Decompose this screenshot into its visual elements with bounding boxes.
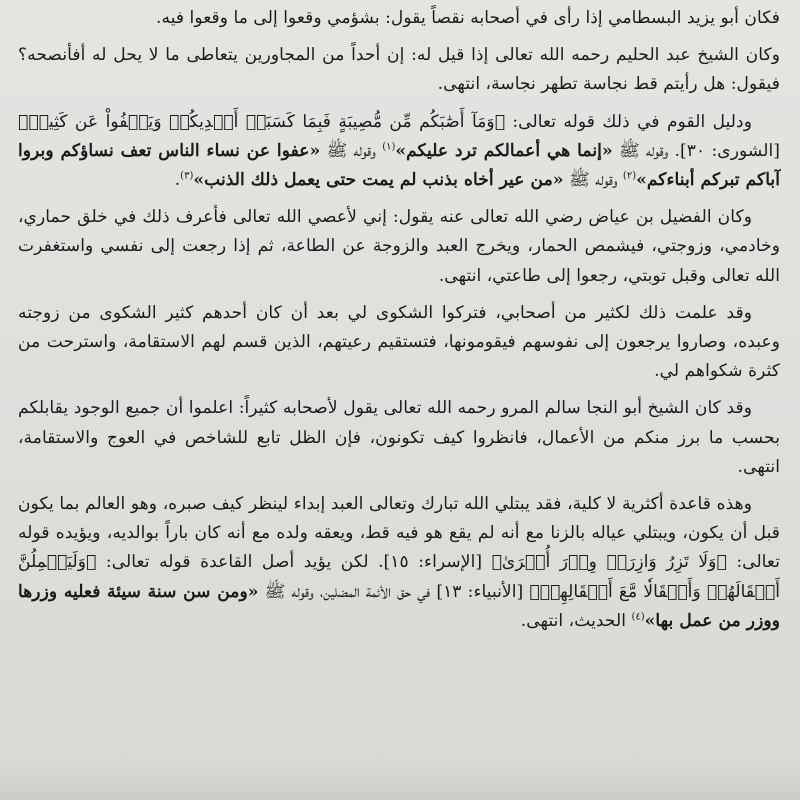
text-run: وقد كان الشيخ أبو النجا سالم المرو رحمه الله تعالى يقول لأصحابه كثيراً: اعلموا أن جميع الوجود يقابلكم بحسب ما برز منكم من الأعمال، فانظروا كيف تكونون، فإن الظل تابع للشاخص في العوج والاستقامة، انتهى.: [18, 398, 780, 477]
footnote-marker: (٣): [180, 170, 194, 182]
footnote-marker: (٤): [631, 611, 645, 623]
page-text: [18, 4, 780, 644]
paragraph: [18, 4, 780, 33]
quran-verse: ﴿وَلَا تَزِرُ وَازِرَةٞ وِزۡرَ أُخۡرَىٰ﴾: [491, 552, 727, 573]
paragraph: [18, 203, 780, 291]
text-run: وهذه قاعدة أكثرية لا كلية، فقد يبتلي الله تبارك وتعالى العبد إبداء لينظر كيف صبره، وهو العالم بما يكون قبل أن يكون، ويبتلي عياله بالزنا مع أنه لم يقع هو فيه قط، ويعقه ولده مع أنه كان باراً بوالديه، ويؤيده قوله تعالى:: [18, 494, 780, 573]
page-bottom-shadow: [0, 760, 800, 800]
paragraph: [18, 108, 780, 196]
hadith-quote: «ومن سن سنة سيئة فعليه وزرها ووزر من عمل بها»: [18, 581, 780, 631]
hadith-quote: «إنما هي أعمالكم ترد عليكم»: [395, 140, 613, 161]
hadith-quote: «عفوا عن نساء الناس تعف نساؤكم وبروا آباكم تبركم أبناءكم»: [18, 140, 780, 191]
quran-verse: ﴿وَلَيَحۡمِلُنَّ أَثۡقَالَهُمۡ وَأَثۡقَالٗا مَّعَ أَثۡقَالِهِمۡ﴾: [18, 552, 780, 602]
text-run: فكان أبو يزيد البسطامي إذا رأى في أصحابه نقصاً يقول: بشؤمي وقعوا إلى ما وقعوا فيه.: [156, 8, 780, 28]
text-run: وقد علمت ذلك لكثير من أصحابي، فتركوا الشكوى لي بعد أن كان أحدهم كثير الشكوى من زوجته وعبده، وصاروا يرجعون إلى نفوسهم فيقومونها، فتستقيم رعيتهم، الذين قسم لهم الاستقامة، واسترحت من كثرة شكواهم لي.: [18, 302, 780, 382]
footnote-marker: (٢): [622, 170, 637, 182]
text-run: ودليل القوم في ذلك قوله تعالى:: [505, 111, 752, 132]
paragraph: [18, 394, 780, 482]
footnote-marker: (١): [382, 141, 396, 153]
hadith-quote: «من عير أخاه بذنب لم يمت حتى يعمل ذلك الذنب»: [193, 170, 564, 191]
text-run: وقوله ﷺ: [563, 170, 623, 191]
text-run: الحديث، انتهى.: [520, 610, 632, 631]
paragraph: [18, 490, 780, 636]
text-run: [الشورى: ٣٠]. وقوله ﷺ: [612, 140, 780, 161]
paragraph: [18, 299, 780, 387]
text-run: .: [174, 170, 181, 191]
text-run: [الأنبياء: ١٣] في حق الأئمة المضلين، وقوله ﷺ: [258, 581, 530, 602]
quran-verse: ﴿وَمَآ أَصَٰبَكُم مِّن مُّصِيبَةٍ فَبِمَا كَسَبَتۡ أَيۡدِيكُمۡ وَيَعۡفُواْ عَن كَثِيرٖ﴾: [18, 111, 506, 132]
text-run: وكان الشيخ عبد الحليم رحمه الله تعالى إذا قيل له: إن أحداً من المجاورين يتعاطى ما لا يحل له أفأنصحه؟ فيقول: هل رأيتم قط نجاسة تطهر نجاسة، انتهى.: [18, 45, 780, 95]
text-run: وكان الفضيل بن عياض رضي الله تعالى عنه يقول: إني لأعصي الله تعالى فأعرف ذلك في خلق حماري، وخادمي، وزوجتي، فيشمص الحمار، ويخرج العبد والزوجة عن الطاعة، ثم إذا رجعت إلى نفسي واستغفرت الله تعالى وقبل توبتي، رجعوا إلى طاعتي، انتهى.: [18, 207, 780, 286]
paragraph: [18, 41, 780, 99]
text-run: [الإسراء: ١٥]. لكن يؤيد أصل القاعدة قوله تعالى:: [96, 552, 492, 573]
text-run: وقوله ﷺ: [320, 140, 383, 161]
